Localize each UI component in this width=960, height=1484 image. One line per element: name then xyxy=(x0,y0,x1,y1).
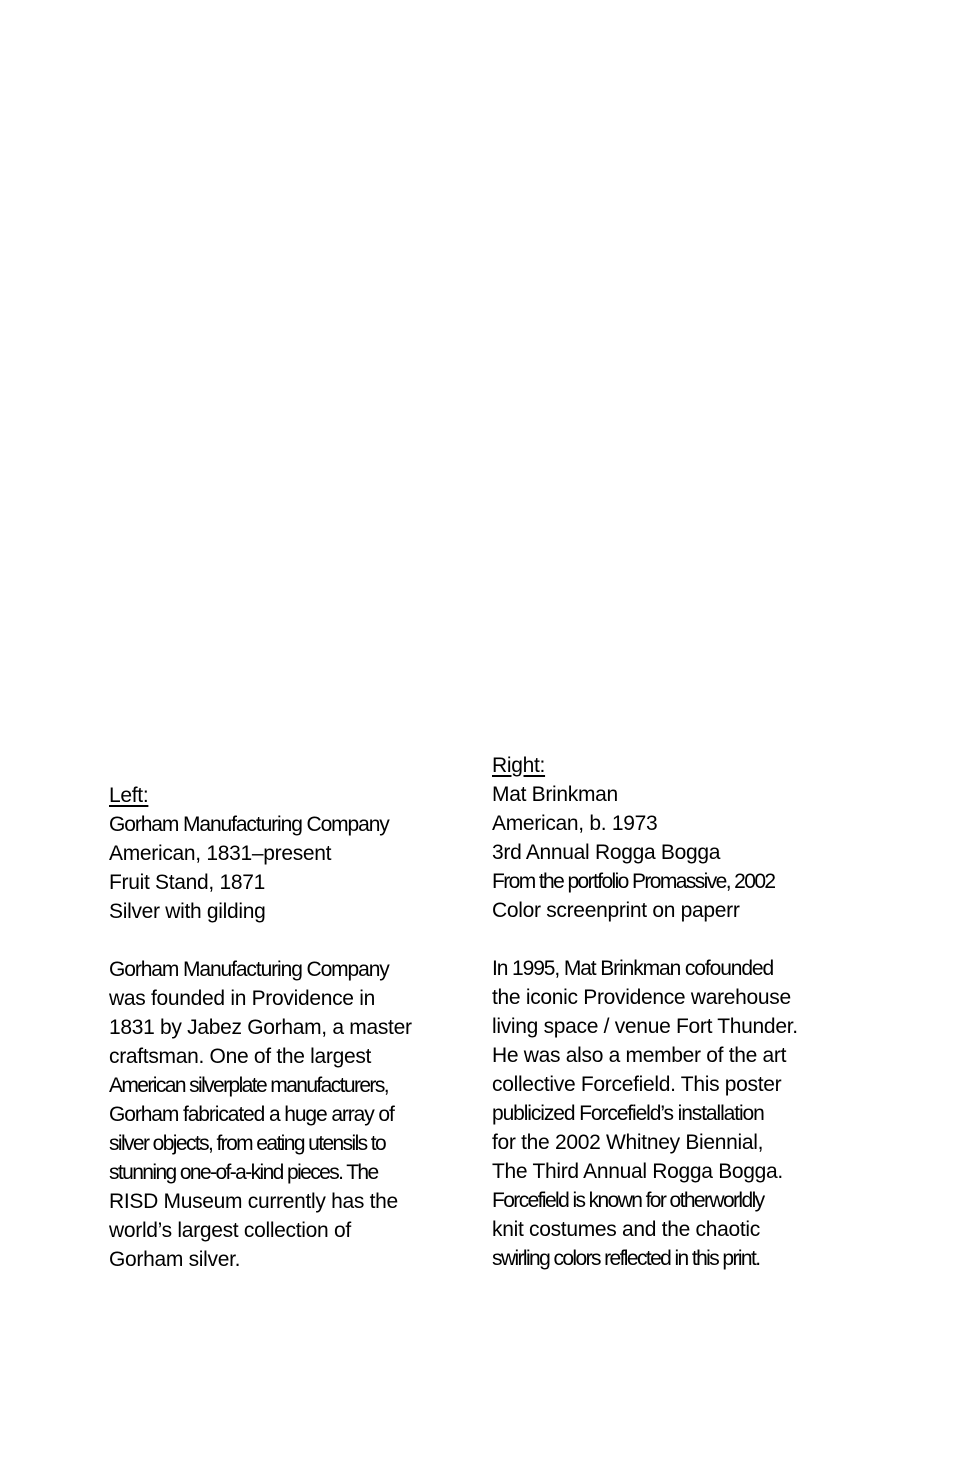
right-title: 3rd Annual Rogga Bogga xyxy=(492,841,721,864)
right-medium: Color screenprint on paperr xyxy=(492,899,740,922)
left-caption xyxy=(109,781,469,1274)
right-description-line: swirling colors reflected in this print. xyxy=(492,1247,760,1270)
left-maker: Gorham Manufacturing Company xyxy=(109,813,389,836)
left-description-line: 1831 by Jabez Gorham, a master xyxy=(109,1016,412,1039)
right-description-line: knit costumes and the chaotic xyxy=(492,1218,760,1241)
right-description-line: the iconic Providence warehouse xyxy=(492,986,791,1009)
left-description-line: world’s largest collection of xyxy=(109,1219,351,1242)
left-spacer xyxy=(109,926,469,955)
left-description-line: Gorham Manufacturing Company xyxy=(109,958,389,981)
right-description-line: He was also a member of the art xyxy=(492,1044,787,1067)
right-heading: Right: xyxy=(492,754,546,777)
right-description-line: collective Forcefield. This poster xyxy=(492,1073,782,1096)
left-description-line: Gorham fabricated a huge array of xyxy=(109,1103,394,1126)
left-description-line: silver objects, from eating utensils to xyxy=(109,1132,386,1155)
left-medium: Silver with gilding xyxy=(109,900,266,923)
right-artist: Mat Brinkman xyxy=(492,783,618,806)
right-description-line: for the 2002 Whitney Biennial, xyxy=(492,1131,764,1154)
right-caption xyxy=(492,751,852,1273)
right-spacer xyxy=(492,925,852,954)
right-description-line: living space / venue Fort Thunder. xyxy=(492,1015,798,1038)
left-description-line: American silverplate manufacturers, xyxy=(109,1074,388,1097)
left-description-line: craftsman. One of the largest xyxy=(109,1045,372,1068)
left-description-line: stunning one-of-a-kind pieces. The xyxy=(109,1161,378,1184)
right-description-line: Forcefield is known for otherworldly xyxy=(492,1189,764,1212)
left-nationality: American, 1831–present xyxy=(109,842,332,865)
left-description-line: RISD Museum currently has the xyxy=(109,1190,398,1213)
right-description-line: In 1995, Mat Brinkman cofounded xyxy=(492,957,774,980)
right-nationality: American, b. 1973 xyxy=(492,812,658,835)
right-description-line: The Third Annual Rogga Bogga. xyxy=(492,1160,783,1183)
left-description-line: was founded in Providence in xyxy=(109,987,375,1010)
left-heading: Left: xyxy=(109,784,149,807)
left-description-line: Gorham silver. xyxy=(109,1248,241,1271)
right-source: From the portfolio Promassive, 2002 xyxy=(492,870,775,893)
right-description-line: publicized Forcefield’s installation xyxy=(492,1102,764,1125)
left-title-date: Fruit Stand, 1871 xyxy=(109,871,265,894)
